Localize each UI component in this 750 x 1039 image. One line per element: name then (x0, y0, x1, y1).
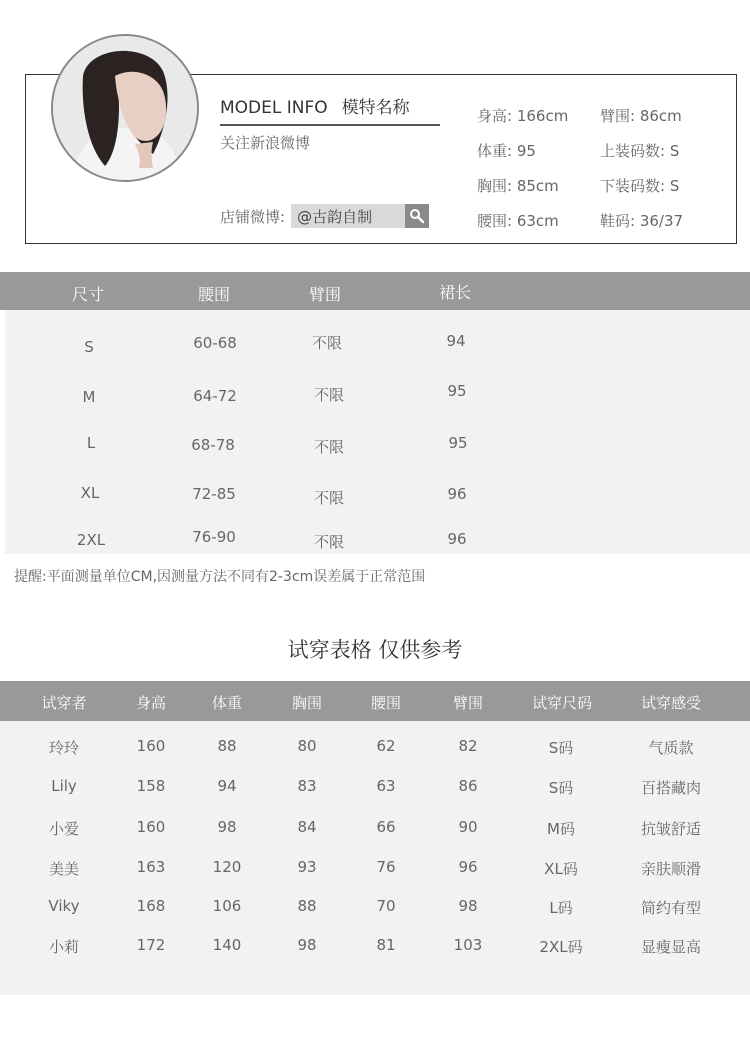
model-info-title-en: MODEL INFO (220, 98, 328, 118)
size-cell: 64-72 (193, 387, 237, 405)
size-cell: XL (80, 484, 100, 502)
shop-weibo-row (220, 204, 429, 228)
stat-arm: 臂围: 86cm (600, 107, 682, 125)
stat-height: 身高: 166cm (477, 107, 569, 125)
fit-cell: 98 (458, 897, 478, 915)
fit-cell: L码 (549, 899, 573, 917)
fit-cell: 80 (297, 737, 317, 755)
follow-weibo-link[interactable]: 关注新浪微博 (220, 134, 311, 152)
fit-cell: 88 (297, 897, 317, 915)
size-header-size: 尺寸 (71, 285, 105, 304)
stat-chest: 胸围: 85cm (477, 177, 559, 195)
measurement-note: 提醒:平面测量单位CM,因测量方法不同有2-3cm误差属于正常范围 (14, 569, 426, 585)
stat-bottom-size: 下装码数: S (600, 177, 680, 195)
size-cell: 96 (447, 485, 467, 503)
fit-cell: 81 (376, 936, 396, 954)
size-table-header (0, 272, 750, 310)
fit-table-header (0, 681, 750, 721)
model-avatar (51, 34, 199, 182)
fit-cell: 气质款 (648, 739, 694, 757)
fit-header-waist: 腰围 (370, 694, 402, 712)
fit-cell: 90 (458, 818, 478, 836)
size-cell: 95 (447, 382, 467, 400)
fit-cell: 70 (376, 897, 396, 915)
fit-cell: 103 (453, 936, 483, 954)
fit-header-arm: 臂围 (452, 694, 484, 712)
fit-cell: Viky (48, 897, 80, 915)
shop-weibo-field[interactable]: @古韵自制 (291, 204, 405, 228)
fit-cell: 2XL码 (539, 938, 583, 956)
shop-weibo-label: 店铺微博: (220, 207, 286, 226)
fit-cell: 显瘦显高 (640, 938, 702, 956)
fit-cell: M码 (547, 820, 575, 838)
fit-cell: 96 (458, 858, 478, 876)
fit-cell: 小莉 (48, 938, 80, 956)
fit-header-feeling: 试穿感受 (640, 694, 702, 712)
fit-cell: 82 (458, 737, 478, 755)
fit-header-weight: 体重 (211, 694, 243, 712)
size-cell: L (86, 434, 96, 452)
model-info-title-cn: 模特名称 (341, 98, 410, 118)
fit-cell: 88 (217, 737, 237, 755)
fit-cell: 106 (212, 897, 242, 915)
fit-cell: 163 (136, 858, 166, 876)
size-header-arm: 臂围 (308, 285, 342, 304)
fit-cell: S码 (548, 739, 574, 757)
fit-header-tester: 试穿者 (41, 694, 87, 712)
fit-cell: Lily (51, 777, 77, 795)
fit-cell: 98 (297, 936, 317, 954)
fit-cell: 百搭藏肉 (640, 779, 702, 797)
size-header-length: 裙长 (438, 283, 472, 302)
size-cell: 68-78 (191, 436, 235, 454)
fit-cell: 86 (458, 777, 478, 795)
fit-cell: 76 (376, 858, 396, 876)
fit-cell: 84 (297, 818, 317, 836)
size-cell: 76-90 (192, 528, 236, 546)
fit-cell: XL码 (544, 860, 578, 878)
fit-cell: 158 (136, 777, 166, 795)
fit-cell: 94 (217, 777, 237, 795)
size-cell: 94 (446, 332, 466, 350)
fit-cell: 172 (136, 936, 166, 954)
size-cell: 96 (447, 530, 467, 548)
fit-cell: S码 (548, 779, 574, 797)
size-cell: 不限 (313, 533, 345, 551)
size-cell: S (84, 338, 94, 356)
fit-cell: 抗皱舒适 (640, 820, 702, 838)
fit-cell: 140 (212, 936, 242, 954)
size-cell: 95 (448, 434, 468, 452)
size-cell: 不限 (313, 489, 345, 507)
fit-cell: 63 (376, 777, 396, 795)
search-icon[interactable] (405, 204, 429, 228)
size-cell: 不限 (313, 386, 345, 404)
model-info-title (220, 93, 440, 126)
fit-header-chest: 胸围 (291, 694, 323, 712)
fit-cell: 160 (136, 737, 166, 755)
fit-cell: 168 (136, 897, 166, 915)
size-cell: 2XL (76, 531, 106, 549)
fit-cell: 120 (212, 858, 242, 876)
fit-cell: 160 (136, 818, 166, 836)
size-cell: 60-68 (193, 334, 237, 352)
stat-shoe: 鞋码: 36/37 (600, 212, 684, 230)
fit-cell: 简约有型 (640, 899, 702, 917)
size-cell: 不限 (311, 334, 343, 352)
model-photo-illustration (53, 36, 197, 180)
fit-cell: 93 (297, 858, 317, 876)
fit-table-body (0, 721, 750, 995)
fit-table-title: 试穿表格 仅供参考 (287, 638, 463, 662)
fit-cell: 美美 (48, 860, 80, 878)
size-header-waist: 腰围 (197, 285, 231, 304)
size-table-body (5, 310, 750, 554)
size-cell: 不限 (313, 438, 345, 456)
stat-weight: 体重: 95 (477, 142, 536, 160)
fit-cell: 66 (376, 818, 396, 836)
fit-cell: 83 (297, 777, 317, 795)
fit-header-size: 试穿尺码 (531, 694, 593, 712)
stat-top-size: 上装码数: S (600, 142, 680, 160)
fit-cell: 小爱 (48, 820, 80, 838)
fit-cell: 62 (376, 737, 396, 755)
size-cell: 72-85 (192, 485, 236, 503)
size-cell: M (82, 388, 96, 406)
stat-waist: 腰围: 63cm (477, 212, 559, 230)
fit-cell: 98 (217, 818, 237, 836)
fit-header-height: 身高 (135, 694, 167, 712)
fit-cell: 玲玲 (48, 739, 80, 757)
fit-cell: 亲肤顺滑 (640, 860, 702, 878)
